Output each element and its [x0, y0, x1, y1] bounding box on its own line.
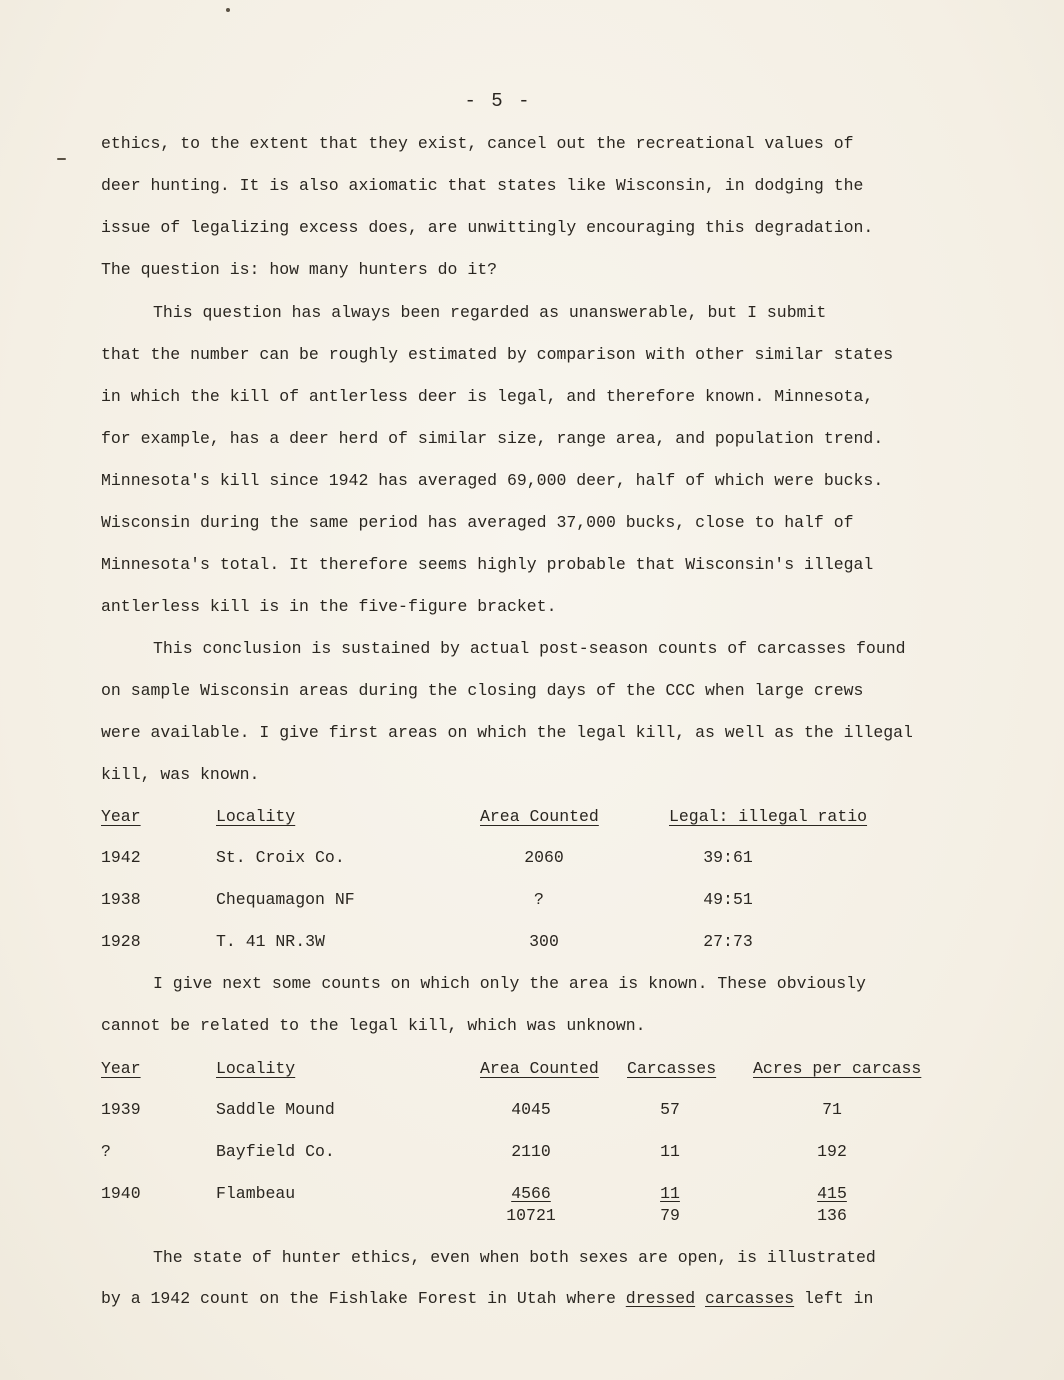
table-header: Locality: [216, 1059, 296, 1078]
table-cell: 1942: [101, 848, 141, 867]
table-header: Year: [101, 807, 141, 826]
text-line: Minnesota's kill since 1942 has averaged 69,000 deer, half of which were bucks.: [101, 471, 884, 490]
table-cell: 192: [817, 1142, 847, 1161]
text-line: This conclusion is sustained by actual post-season counts of carcasses found: [153, 639, 906, 658]
table-cell: ?: [534, 890, 544, 909]
table-header: Acres per carcass: [753, 1059, 922, 1078]
table-cell: 4045: [511, 1100, 551, 1119]
table-header: Area Counted: [480, 1059, 599, 1078]
table-cell: 1939: [101, 1100, 141, 1119]
text-line: Minnesota's total. It therefore seems highly probable that Wisconsin's illegal: [101, 555, 874, 574]
text-line: in which the kill of antlerless deer is legal, and therefore known. Minnesota,: [101, 387, 874, 406]
table-header: Legal: illegal ratio: [669, 807, 868, 826]
table-cell: 300: [529, 932, 559, 951]
text-line: The state of hunter ethics, even when both sexes are open, is illustrated: [153, 1248, 876, 1267]
table-cell: 1938: [101, 890, 141, 909]
text-segment: [695, 1289, 705, 1308]
table-cell: St. Croix Co.: [216, 848, 345, 867]
table-cell: 57: [660, 1100, 680, 1119]
text-line: This question has always been regarded as unanswerable, but I submit: [153, 303, 827, 322]
text-line: that the number can be roughly estimated by comparison with other similar states: [101, 345, 894, 364]
ink-speck: [226, 8, 230, 12]
text-segment: left in: [794, 1289, 874, 1308]
text-line: cannot be related to the legal kill, which was unknown.: [101, 1016, 646, 1035]
table-header: Carcasses: [627, 1059, 717, 1078]
table-cell: Saddle Mound: [216, 1100, 335, 1119]
ink-mark: [57, 158, 66, 160]
table-cell: 11: [660, 1184, 680, 1203]
table-cell: 4566: [511, 1184, 551, 1203]
table-cell: 71: [822, 1100, 842, 1119]
table-cell: 11: [660, 1142, 680, 1161]
table-cell: 1928: [101, 932, 141, 951]
text-line: [101, 1289, 873, 1309]
table-header: Year: [101, 1059, 141, 1078]
text-line: The question is: how many hunters do it?: [101, 260, 498, 279]
table-header: Area Counted: [480, 807, 599, 826]
table-cell: 1940: [101, 1184, 141, 1203]
page-number: - 5 -: [464, 90, 532, 112]
text-line: were available. I give first areas on which the legal kill, as well as the illegal: [101, 723, 913, 742]
table-total: 79: [660, 1206, 680, 1225]
table-cell: ?: [101, 1142, 111, 1161]
table-cell: T. 41 NR.3W: [216, 932, 325, 951]
table-cell: 415: [817, 1184, 847, 1203]
table-cell: 39:61: [703, 848, 753, 867]
text-segment: by a 1942 count on the Fishlake Forest in Utah where: [101, 1289, 626, 1308]
table-cell: Chequamagon NF: [216, 890, 355, 909]
text-line: on sample Wisconsin areas during the closing days of the CCC when large crews: [101, 681, 864, 700]
text-line: issue of legalizing excess does, are unwittingly encouraging this degradation.: [101, 218, 874, 237]
text-line: ethics, to the extent that they exist, cancel out the recreational values of: [101, 134, 854, 153]
text-line: deer hunting. It is also axiomatic that states like Wisconsin, in dodging the: [101, 176, 864, 195]
table-header: Locality: [216, 807, 296, 826]
text-line: kill, was known.: [101, 765, 260, 784]
text-line: Wisconsin during the same period has averaged 37,000 bucks, close to half of: [101, 513, 854, 532]
table-total: 136: [817, 1206, 847, 1225]
text-line: I give next some counts on which only the area is known. These obviously: [153, 974, 866, 993]
table-cell: 2110: [511, 1142, 551, 1161]
table-total: 10721: [506, 1206, 556, 1225]
table-cell: 49:51: [703, 890, 753, 909]
table-cell: Flambeau: [216, 1184, 296, 1203]
table-cell: 27:73: [703, 932, 753, 951]
text-line: antlerless kill is in the five-figure bracket.: [101, 597, 557, 616]
underlined-word: carcasses: [705, 1289, 795, 1308]
underlined-word: dressed: [625, 1289, 696, 1308]
text-line: for example, has a deer herd of similar size, range area, and population trend.: [101, 429, 884, 448]
table-cell: 2060: [524, 848, 564, 867]
table-cell: Bayfield Co.: [216, 1142, 335, 1161]
